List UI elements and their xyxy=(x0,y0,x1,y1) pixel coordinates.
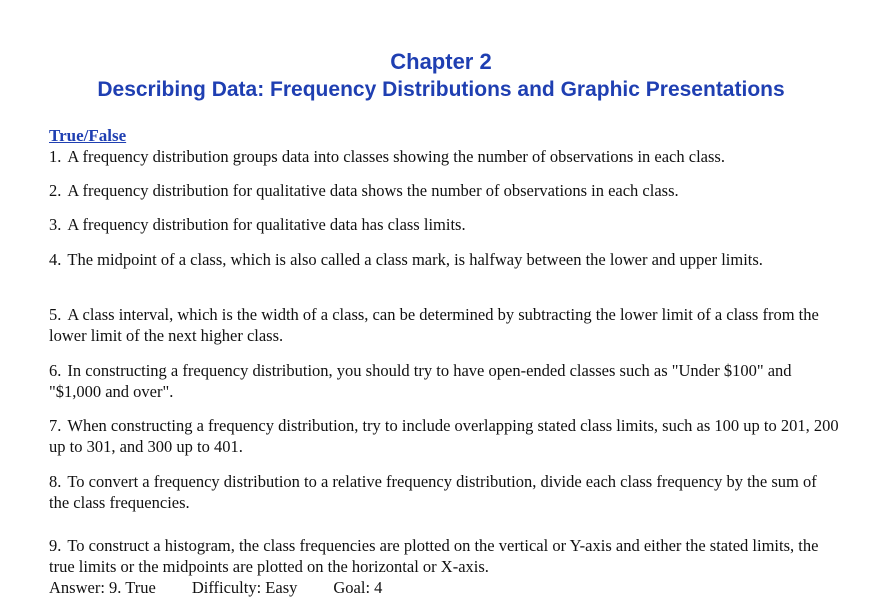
goal-value: Goal: 4 xyxy=(333,578,383,597)
question-text: A frequency distribution for qualitative data has class limits. xyxy=(67,215,466,234)
answer-value: Answer: 9. True xyxy=(49,578,156,597)
question-number: 5. xyxy=(49,305,62,324)
question-number: 6. xyxy=(49,361,62,380)
section-heading: True/False xyxy=(49,126,127,145)
question-7 xyxy=(49,415,839,457)
question-1 xyxy=(49,146,839,167)
question-number: 7. xyxy=(49,416,62,435)
question-9 xyxy=(49,535,839,577)
question-6 xyxy=(49,360,839,402)
question-text: When constructing a frequency distribution, try to include overlapping stated class limits, such as 100 up to 201, 200 up to 301, and 300 up to 401. xyxy=(49,416,839,456)
chapter-number: Chapter 2 xyxy=(390,49,492,74)
question-text: To construct a histogram, the class frequencies are plotted on the vertical or Y-axis and either the stated limits, the true limits or the midpoints are plotted on the horizontal or X-axis. xyxy=(49,536,819,576)
question-number: 2. xyxy=(49,181,62,200)
question-number: 1. xyxy=(49,147,62,166)
question-text: A frequency distribution groups data into classes showing the number of observations in each class. xyxy=(67,147,725,166)
question-text: The midpoint of a class, which is also called a class mark, is halfway between the lower and upper limits. xyxy=(67,250,763,269)
question-number: 4. xyxy=(49,250,62,269)
chapter-title: Describing Data: Frequency Distributions and Graphic Presentations xyxy=(97,78,785,101)
question-text: In constructing a frequency distribution, you should try to have open-ended classes such as "Under $100" and "$1,000 and over". xyxy=(49,361,792,401)
question-number: 9. xyxy=(49,536,62,555)
answer-line xyxy=(49,577,382,598)
question-2 xyxy=(49,180,839,201)
question-text: A class interval, which is the width of a class, can be determined by subtracting the lower limit of a class from the lower limit of the next higher class. xyxy=(49,305,819,345)
question-number: 3. xyxy=(49,215,62,234)
question-text: A frequency distribution for qualitative data shows the number of observations in each class. xyxy=(67,181,679,200)
question-text: To convert a frequency distribution to a relative frequency distribution, divide each class frequency by the sum of the class frequencies. xyxy=(49,472,817,512)
question-number: 8. xyxy=(49,472,62,491)
question-4 xyxy=(49,249,839,270)
difficulty-value: Difficulty: Easy xyxy=(191,578,298,597)
question-8 xyxy=(49,471,839,513)
question-3 xyxy=(49,214,839,235)
question-5 xyxy=(49,304,839,346)
